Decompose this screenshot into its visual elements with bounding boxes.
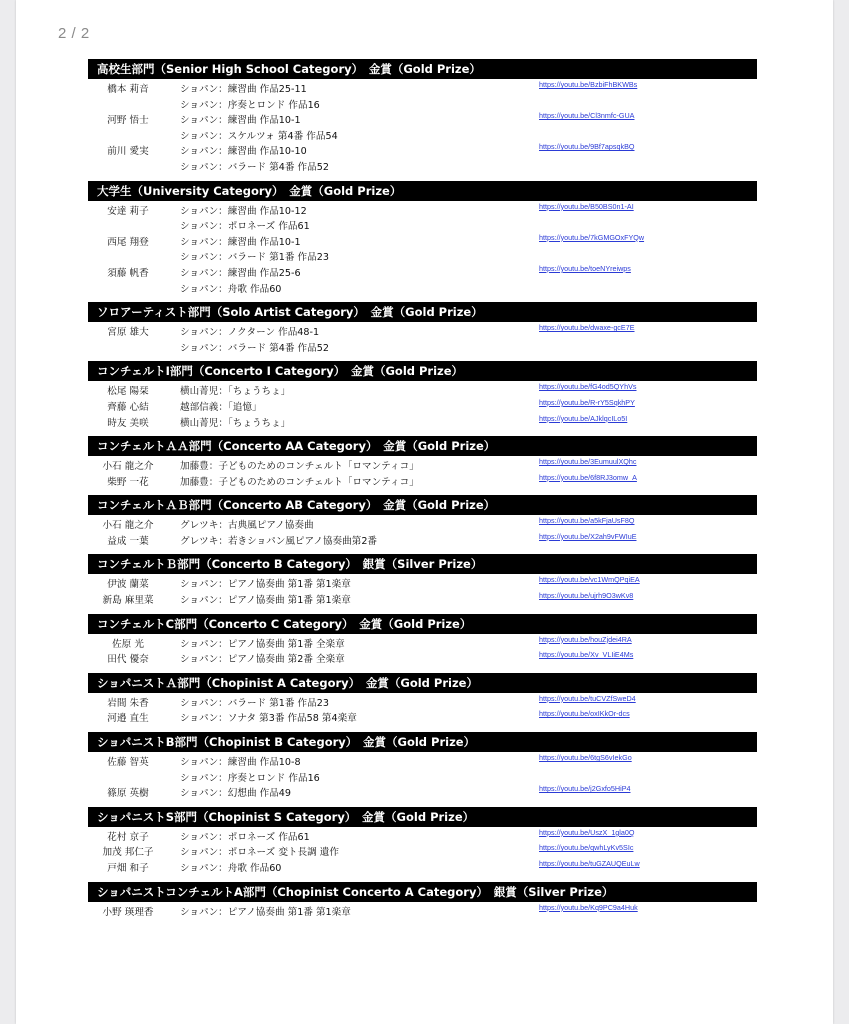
performer-name: 安達 莉子 [107, 205, 149, 217]
piece-title: 加藤豊：子どものためのコンチェルト「ロマンティコ」 [180, 461, 419, 473]
piece-title: ショパン：練習曲 作品25-6 [180, 267, 301, 279]
performer-name: 篠原 英樹 [107, 788, 149, 800]
entry-row [88, 635, 757, 651]
piece-title: ショパン：練習曲 作品10-1 [180, 236, 301, 248]
entry-row [88, 769, 757, 785]
entry-row [88, 382, 757, 398]
piece-title: ショパン：舟歌 作品60 [180, 863, 282, 874]
category-header: 大学生（University Category） 金賞（Gold Prize） [88, 181, 757, 201]
performer-name: 伊波 蘭菜 [107, 579, 149, 591]
piece-title: ショパン：練習曲 作品10-8 [180, 757, 301, 769]
entry-row [88, 323, 757, 339]
video-link[interactable]: https://youtu.be/tuGZAUQEuLw [539, 859, 640, 868]
category-section [88, 673, 757, 732]
category-header: コンチェルトＡＡ部門（Concerto AA Category） 金賞（Gold Prize） [88, 436, 757, 456]
category-header: ショパニストコンチェルトA部門（Chopinist Concerto A Category） 銀賞（Silver Prize） [88, 882, 757, 902]
entry-row [88, 127, 757, 143]
performer-name: 須藤 帆香 [107, 267, 149, 279]
entry-row [88, 264, 757, 280]
category-header: コンチェルトＢ部門（Concerto B Category） 銀賞（Silver Prize） [88, 554, 757, 574]
video-link[interactable]: https://youtu.be/Kq9PC9a4Huk [539, 902, 638, 912]
video-link[interactable]: https://youtu.be/fG4od5QYhVs [539, 382, 637, 392]
piece-title: ショパン：舟歌 作品60 [180, 283, 282, 295]
entry-row [88, 784, 757, 800]
performer-name: 花村 京子 [107, 831, 149, 843]
performer-name: 松尾 陽栞 [107, 386, 149, 398]
category-header: ソロアーティスト部門（Solo Artist Category） 金賞（Gold Prize） [88, 302, 757, 322]
entry-row [88, 233, 757, 249]
piece-title: 越部信義：「追憶」 [180, 401, 262, 413]
piece-title: ショパン：序奏とロンド 作品16 [180, 772, 320, 784]
entry-row [88, 694, 757, 710]
entry-row [88, 398, 757, 414]
performer-name: 柴野 一花 [107, 476, 149, 488]
category-entries [88, 79, 757, 174]
category-header: コンチェルトⅠ部門（Concerto I Category） 金賞（Gold Prize） [88, 361, 757, 381]
piece-title: ショパン：幻想曲 作品49 [180, 788, 292, 800]
performer-name: 佐原 光 [112, 638, 144, 650]
category-header: コンチェルトＡＢ部門（Concerto AB Category） 金賞（Gold Prize） [88, 495, 757, 515]
performer-name: 齊藤 心結 [107, 401, 149, 413]
entry-row [88, 217, 757, 233]
category-entries [88, 381, 757, 429]
video-link[interactable]: https://youtu.be/9Bf7apsqkBQ [539, 142, 635, 152]
piece-title: ショパン：練習曲 作品10-1 [180, 115, 301, 127]
entry-row [88, 650, 757, 666]
piece-title: ショパン：ノクターン 作品48-1 [180, 327, 320, 339]
video-link[interactable]: https://youtu.be/7kGMGOxFYQw [539, 232, 645, 242]
video-link[interactable]: https://youtu.be/B50BS0n1-AI [539, 201, 634, 211]
entry-row [88, 158, 757, 174]
video-link[interactable]: https://youtu.be/tuCVZfSweD4 [539, 693, 636, 703]
category-entries [88, 827, 757, 875]
performer-name: 佐藤 智英 [107, 757, 149, 769]
piece-title: ショパン：バラード 第4番 作品52 [180, 161, 329, 173]
video-link[interactable]: https://youtu.be/BzbiFhBKWBs [539, 80, 638, 89]
video-link[interactable]: https://youtu.be/j2Gxfo5HiP4 [539, 784, 631, 794]
category-section [88, 882, 757, 926]
category-section [88, 181, 757, 303]
entry-row [88, 96, 757, 112]
performer-name: 小野 瑛理香 [102, 906, 154, 918]
video-link[interactable]: https://youtu.be/Xv_VLIiE4Ms [539, 650, 634, 660]
piece-title: 横山菁児：「ちょうちょ」 [180, 417, 291, 429]
category-section [88, 614, 757, 673]
section-spacer [88, 607, 757, 614]
entry-row [88, 473, 757, 489]
entry-row [88, 575, 757, 591]
piece-title: ショパン：ピアノ協奏曲 第1番 第1楽章 [180, 579, 351, 591]
performer-name: 益成 一葉 [107, 535, 149, 547]
category-section [88, 495, 757, 554]
entry-row [88, 591, 757, 607]
performer-name: 戸畑 和子 [107, 863, 149, 874]
entry-row [88, 142, 757, 158]
video-link[interactable]: https://youtu.be/R-rY5SqkhPY [539, 397, 635, 407]
section-spacer [88, 875, 757, 882]
category-section [88, 807, 757, 882]
section-spacer [88, 174, 757, 181]
category-entries [88, 902, 757, 919]
entry-row [88, 753, 757, 769]
entry-row [88, 248, 757, 264]
section-spacer [88, 918, 757, 925]
section-spacer [88, 429, 757, 436]
section-spacer [88, 800, 757, 807]
video-link[interactable]: https://youtu.be/3EumuulXQhc [539, 457, 637, 467]
entry-row [88, 339, 757, 355]
entry-row [88, 457, 757, 473]
video-link[interactable]: https://youtu.be/6tgS6vIekGo [539, 753, 632, 763]
entry-row [88, 202, 757, 218]
piece-title: ショパン：ピアノ協奏曲 第1番 第1楽章 [180, 906, 351, 918]
piece-title: ショパン：ポロネーズ 変ト長調 遺作 [180, 847, 339, 859]
section-spacer [88, 488, 757, 495]
video-link[interactable]: https://youtu.be/AJklqcILo5I [539, 413, 628, 423]
entry-row [88, 532, 757, 548]
piece-title: ショパン：ポロネーズ 作品61 [180, 221, 310, 233]
category-entries [88, 515, 757, 547]
category-entries [88, 456, 757, 488]
video-link[interactable]: https://youtu.be/vc1WmQPqiEA [539, 575, 640, 585]
video-link[interactable]: https://youtu.be/oxIKkOr-dcs [539, 709, 630, 719]
results-list [88, 59, 757, 925]
piece-title: ショパン：ピアノ協奏曲 第1番 第1楽章 [180, 595, 351, 607]
video-link[interactable]: https://youtu.be/a5kFjaUsF8Q [539, 516, 635, 526]
performer-name: 岩間 朱香 [107, 697, 149, 709]
entry-row [88, 843, 757, 859]
piece-title: グレツキ：古典風ピアノ協奏曲 [180, 520, 314, 532]
performer-name: 加茂 邦仁子 [102, 847, 154, 859]
video-link[interactable]: https://youtu.be/Cl3nmfc-GUA [539, 111, 635, 121]
piece-title: ショパン：練習曲 作品10-10 [180, 146, 307, 158]
piece-title: ショパン：練習曲 作品10-12 [180, 205, 307, 217]
section-spacer [88, 547, 757, 554]
performer-name: 前川 愛実 [107, 146, 149, 158]
video-link[interactable]: https://youtu.be/qwhLyKv5SIc [539, 843, 634, 853]
category-header: ショパニストＡ部門（Chopinist A Category） 金賞（Gold Prize） [88, 673, 757, 693]
video-link[interactable]: https://youtu.be/dwaxe-gcE7E [539, 323, 635, 333]
entry-row [88, 903, 757, 919]
category-header: ショパニストB部門（Chopinist B Category） 金賞（Gold Prize） [88, 732, 757, 752]
piece-title: 加藤豊：子どものためのコンチェルト「ロマンティコ」 [180, 476, 419, 488]
entry-row [88, 828, 757, 844]
category-entries [88, 634, 757, 666]
piece-title: グレツキ：若きショパン風ピアノ協奏曲第2番 [180, 535, 378, 547]
page-indicator: 2 / 2 [58, 25, 90, 42]
piece-title: ショパン：バラード 第4番 作品52 [180, 342, 329, 354]
video-link[interactable]: https://youtu.be/6f8RJ3omw_A [539, 472, 637, 482]
category-section [88, 732, 757, 807]
category-entries [88, 201, 757, 296]
category-section [88, 59, 757, 181]
category-header: ショパニストS部門（Chopinist S Category） 金賞（Gold Prize） [88, 807, 757, 827]
category-section [88, 436, 757, 495]
piece-title: 横山菁児：「ちょうちょ」 [180, 386, 291, 398]
performer-name: 小石 龍之介 [102, 461, 154, 473]
category-entries [88, 322, 757, 354]
piece-title: ショパン：ピアノ協奏曲 第1番 全楽章 [180, 638, 345, 650]
piece-title: ショパン：ポロネーズ 作品61 [180, 831, 310, 843]
piece-title: ショパン：序奏とロンド 作品16 [180, 99, 320, 111]
performer-name: 河邉 直生 [107, 713, 149, 725]
section-spacer [88, 354, 757, 361]
entry-row [88, 859, 757, 875]
entry-row [88, 280, 757, 296]
category-entries [88, 693, 757, 725]
performer-name: 宮原 雄大 [107, 327, 149, 339]
entry-row [88, 111, 757, 127]
category-section [88, 302, 757, 361]
performer-name: 新島 麻里菜 [102, 595, 154, 607]
video-link[interactable]: https://youtu.be/UszX_1gla0Q [539, 827, 635, 837]
video-link[interactable]: https://youtu.be/houZjdei4RA [539, 634, 632, 644]
category-section [88, 361, 757, 436]
piece-title: ショパン：スケルツォ 第4番 作品54 [180, 130, 338, 142]
piece-title: ショパン：練習曲 作品25-11 [180, 84, 307, 95]
performer-name: 西尾 翔登 [107, 236, 149, 248]
performer-name: 小石 龍之介 [102, 520, 154, 532]
category-header: コンチェルトC部門（Concerto C Category） 金賞（Gold Prize） [88, 614, 757, 634]
piece-title: ショパン：バラード 第1番 作品23 [180, 252, 329, 264]
piece-title: ショパン：ソナタ 第3番 作品58 第4楽章 [180, 713, 357, 725]
section-spacer [88, 725, 757, 732]
category-entries [88, 574, 757, 606]
piece-title: ショパン：バラード 第1番 作品23 [180, 697, 329, 709]
performer-name: 橋本 莉音 [107, 84, 149, 95]
video-link[interactable]: https://youtu.be/X2ah9vFWIuE [539, 531, 637, 541]
section-spacer [88, 666, 757, 673]
category-section [88, 554, 757, 613]
category-header: 高校生部門（Senior High School Category） 金賞（Gold Prize） [88, 59, 757, 79]
entry-row [88, 709, 757, 725]
category-entries [88, 752, 757, 800]
entry-row [88, 80, 757, 96]
performer-name: 時友 美咲 [107, 417, 149, 429]
video-link[interactable]: https://youtu.be/ujrh9O3wKv8 [539, 591, 634, 601]
entry-row [88, 516, 757, 532]
entry-row [88, 414, 757, 430]
performer-name: 田代 優奈 [107, 654, 149, 666]
piece-title: ショパン：ピアノ協奏曲 第2番 全楽章 [180, 654, 345, 666]
section-spacer [88, 295, 757, 302]
performer-name: 河野 悟士 [107, 115, 149, 127]
video-link[interactable]: https://youtu.be/toeNYreiwps [539, 263, 631, 273]
